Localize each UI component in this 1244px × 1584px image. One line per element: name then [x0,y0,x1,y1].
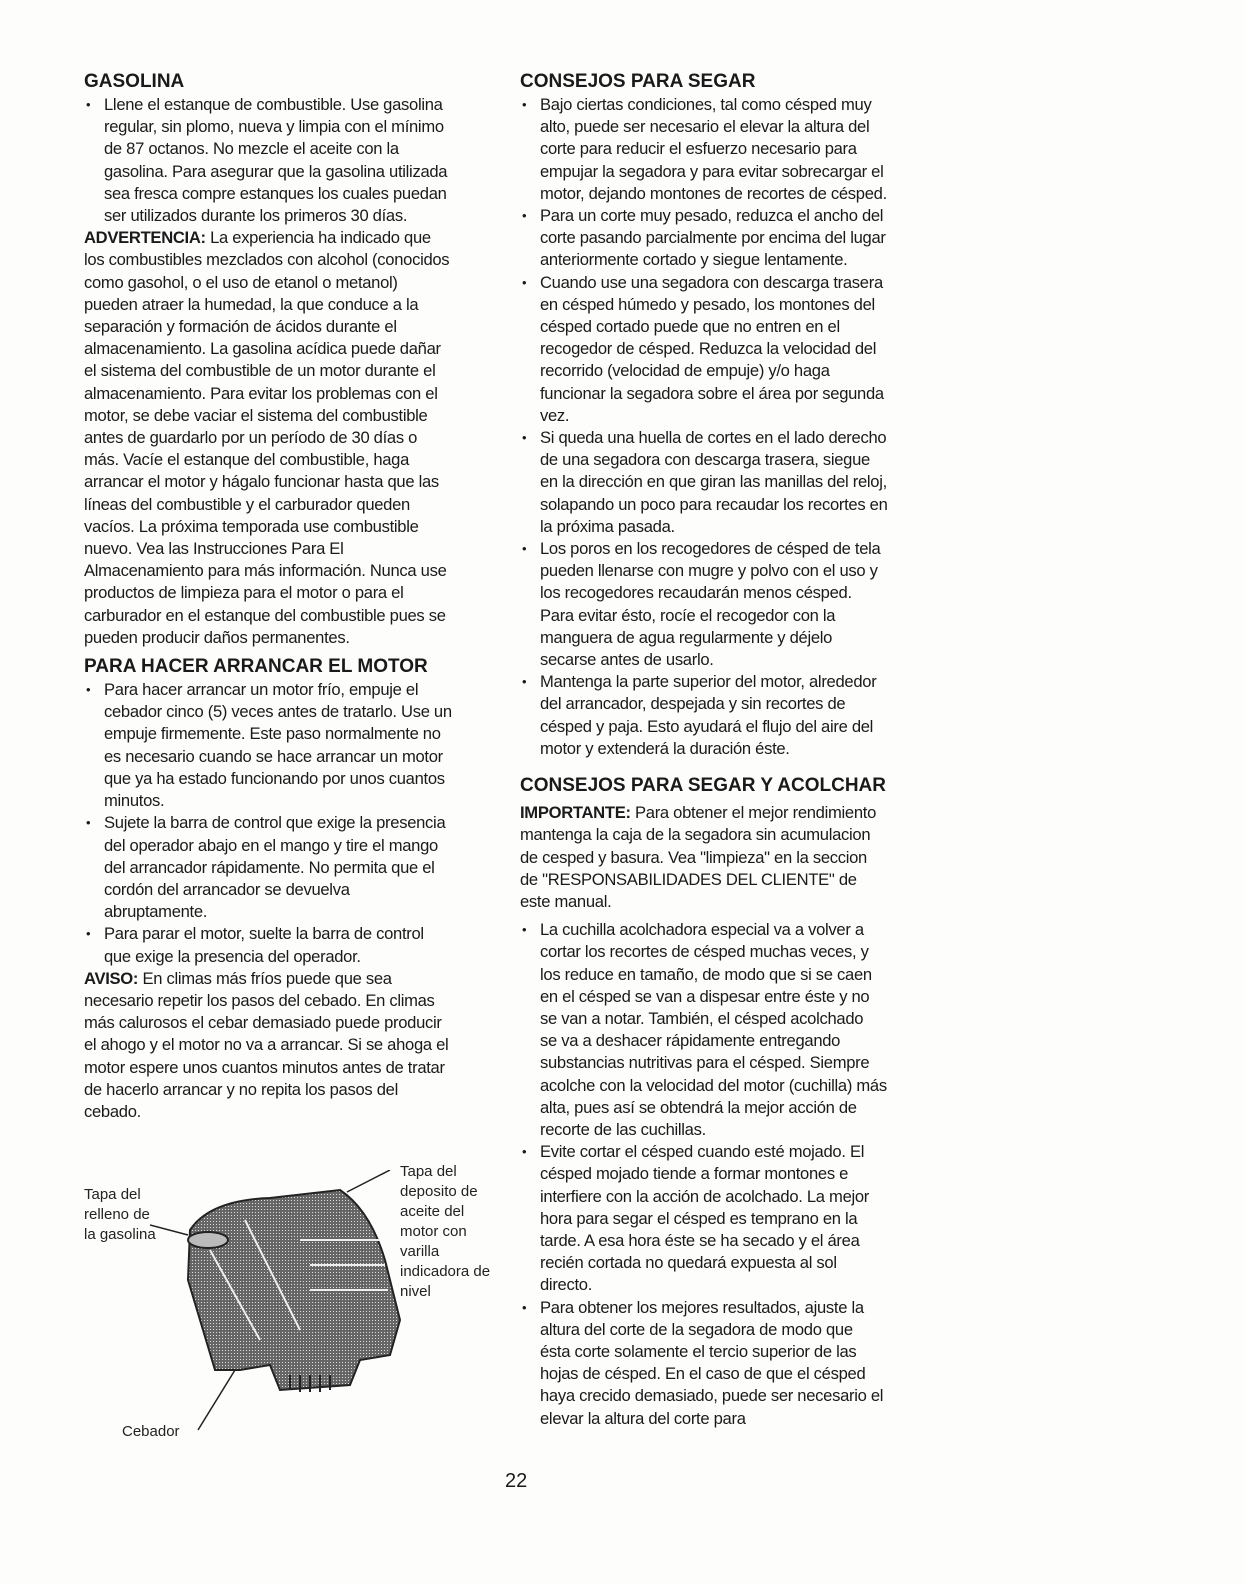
oil-cap-label: Tapa del deposito de aceite del motor con varilla indicadora de nivel [400,1163,491,1300]
list-item: • La cuchilla acolchadora especial va a volver a cortar los recortes de césped muchas veces, y los reduce en tamaño, de modo que si se caen en el césped se van a dispesar entre éste y no se van a notar. También, el césped acolchado se va a deshacer rápidamente entregando substancias nutritivas para el césped. Siempre acolche con la velocidad del motor (cuchilla) más alta, pues así se obtendrá la mejor acción de recorte de las cuchillas. [520,919,970,1141]
list-item: • Para un corte muy pesado, reduzca el ancho del corte pasando parcialmente por encima del lugar anteriormente cortado y siegue lentamente. [520,205,970,272]
warning-text: La experiencia ha indicado que los combustibles mezclados con alcohol (conocidos como gasohol, o el uso de etanol o metanol) pueden atraer la humedad, la que conduce a la separación y formación de ácidos durante el almacenamiento. La gasolina acídica puede dañar el sistema del combustible de un motor durante el almacenamiento. Para evitar los problemas con el motor, se debe vaciar el sistema del combustible antes de guardarlo por un período de 30 días o más. Vacíe el estanque del combustible, haga arrancar el motor y hágalo funcionar hasta que las líneas del combustible y el carburador queden vacíos. La próxima temporada use combustible nuevo. Vea las Instrucciones Para El Almacenamiento para más información. Nunca use productos de limpieza para el motor o para el carburador en el estanque del combustible pues se pueden producir daños permanentes. [84,228,450,647]
notice-text: En climas más fríos puede que sea necesario repetir los pasos del cebado. En climas más calurosos el cebar demasiado puede producir el ahogo y el motor no va a arrancar. Si se ahoga el motor espere unos cuantos minutos antes de tratar de hacerlo arrancar y no repita los pasos del cebado. [84,968,449,1121]
fuel-cap-label: Tapa del relleno de la gasolina [84,1186,156,1243]
warning-label: ADVERTENCIA: [84,228,206,248]
important-text: Para obtener el mejor rendimiento mantenga la caja de la segadora sin acumulacion de cesped y basura. Vea "limpieza" en la seccion de "RESPONSABILIDADES DEL CLIENTE" de este manual. [520,803,876,911]
important-paragraph [520,802,970,913]
section-heading-segar: CONSEJOS PARA SEGAR [520,71,756,92]
list-item: • Cuando use una segadora con descarga trasera en césped húmedo y pesado, los montones del césped cortado puede que no entren en el recogedor de césped. Reduzca la velocidad del recorrido (velocidad de empuje) y/o haga funcionar la segadora sobre el área por segunda vez. [520,272,970,427]
notice-label: AVISO: [84,968,139,988]
list-item: • Bajo ciertas condiciones, tal como césped muy alto, puede ser necesario el elevar la altura del corte para reducir el esfuerzo necesario para empujar la segadora y para evitar sobrecargar el motor, dejando montones de recortes de césped. [520,94,970,205]
list-item: • Para parar el motor, suelte la barra de control que exige la presencia del operador. [84,923,524,967]
list-item: • Mantenga la parte superior del motor, alrededor del arrancador, despejada y sin recortes de césped y paja. Esto ayudará el flujo del aire del motor y extenderá la duración éste. [520,671,970,760]
list-item: • Los poros en los recogedores de césped de tela pueden llenarse con mugre y polvo con el uso y los recogedores recaudarán menos césped. Para evitar ésto, rocíe el recogedor con la manguera de agua regularmente y déjelo secarse antes de usarlo. [520,538,970,671]
primer-label: Cebador [122,1423,180,1440]
left-column [84,70,524,1123]
section-heading-acolchar: CONSEJOS PARA SEGAR Y ACOLCHAR [520,775,886,797]
list-item: • Para obtener los mejores resultados, ajuste la altura del corte de la segadora de modo que ésta corte solamente el tercio superior de las hojas de césped. En el caso de que el césped haya crecido demasiado, puede ser necesario el elevar la altura del corte para [520,1297,970,1430]
page-number: 22 [505,1470,528,1492]
right-column [520,70,970,1430]
list-item: • Para hacer arrancar un motor frío, empuje el cebador cinco (5) veces antes de tratarlo. Use un empuje firmemente. Este paso normalmente no es necesario cuando se hace arrancar un motor que ya ha estado funcionando por unos cuantos minutos. [84,679,524,812]
list-item: • Evite cortar el césped cuando esté mojado. El césped mojado tiende a formar montones e interfiere con la acción de acolchado. La mejor hora para segar el césped es temprano en la tarde. A esa hora éste se ha secado y el área recién cortada no quedará expuesta al sol directo. [520,1141,970,1296]
notice-paragraph [84,968,524,1123]
section-heading-arrancar: PARA HACER ARRANCAR EL MOTOR [84,656,428,678]
list-item: • Llene el estanque de combustible. Use gasolina regular, sin plomo, nueva y limpia con el mínimo de 87 octanos. No mezcle el aceite con la gasolina. Para asegurar que la gasolina utilizada sea fresca compre estanques los cuales puedan ser utilizados durante los primeros 30 días. [84,94,524,227]
warning-paragraph [84,227,524,649]
important-label: IMPORTANTE: [520,803,631,823]
list-item: • Sujete la barra de control que exige la presencia del operador abajo en el mango y tire el mango del arrancador rápidamente. No permita que el cordón del arrancador se devuelva abruptamente. [84,812,524,923]
engine-illustration [150,1170,420,1450]
list-item: • Si queda una huella de cortes en el lado derecho de una segadora con descarga trasera, siegue en la dirección en que giran las manillas del reloj, solapando un poco para recaudar los recortes en la próxima pasada. [520,427,970,538]
section-heading-gasolina: GASOLINA [84,71,185,92]
